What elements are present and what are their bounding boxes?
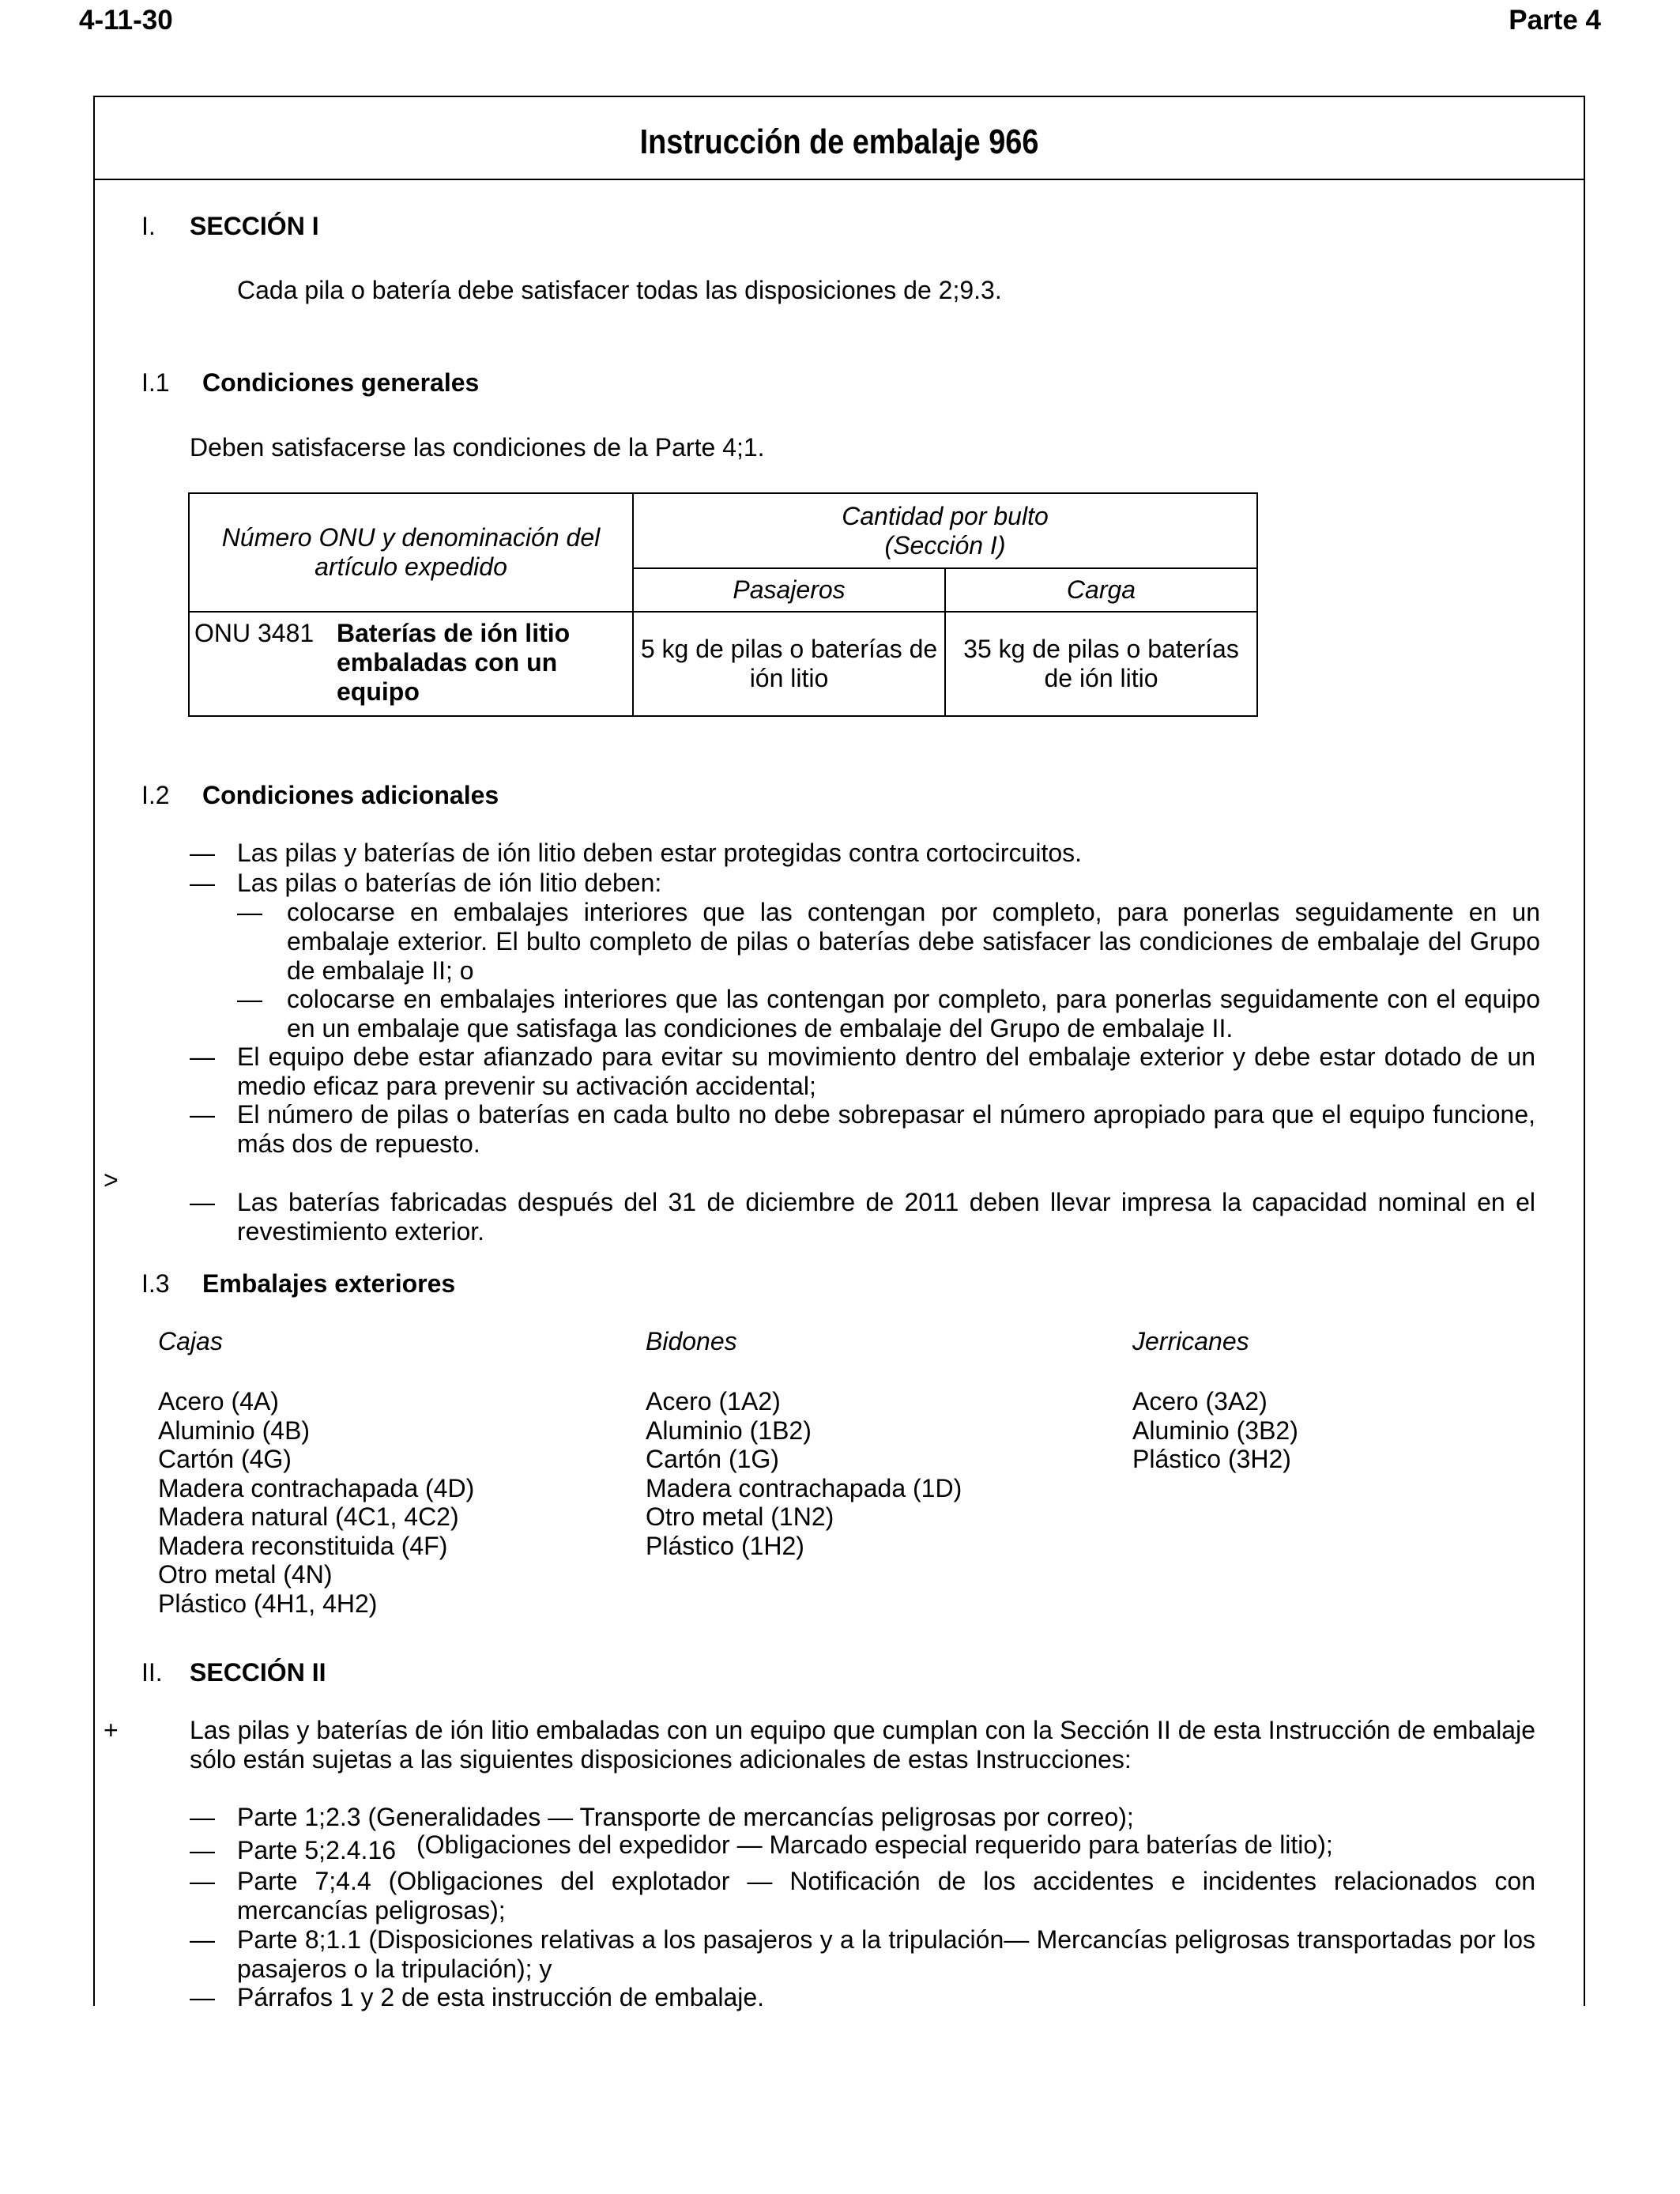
provision-2-text: (Obligaciones del expedidor — Marcado especial requerido para baterías de litio); [416,1830,1333,1859]
dash: — [190,1836,215,1864]
subsection-1-1-number: I.1 [141,368,170,397]
dash: — [190,869,215,897]
list-item: Madera contrachapada (4D) [158,1473,475,1502]
list-item: Otro metal (4N) [158,1560,333,1589]
onu-code: ONU 3481 [194,619,315,647]
revision-marker: > [104,1166,119,1194]
table-header-onu: Número ONU y denominación del artículo expedido [189,493,633,612]
condition-4: El número de pilas o baterías en cada bulto no debe sobrepasar el número apropiado para que el equipo funcione, más dos de repuesto. [237,1100,1535,1158]
table-cell-carga: 35 kg de pilas o baterías de ión litio [945,612,1257,716]
section-1-heading: SECCIÓN I [190,212,319,240]
bidones-list [646,1387,962,1560]
dash: — [190,1867,215,1895]
page-title: Instrucción de embalaje 966 [639,123,1039,161]
subsection-1-1-heading: Condiciones generales [202,368,480,397]
dash: — [190,1042,215,1071]
frame-right-rule [1584,180,1585,2006]
revision-marker: + [104,1716,119,1744]
provision-1: Parte 1;2.3 (Generalidades — Transporte de mercancías peligrosas por correo); [237,1803,1134,1831]
list-item: Cartón (1G) [646,1445,779,1473]
part-label: Parte 4 [1509,5,1601,36]
list-item: Cartón (4G) [158,1445,292,1473]
subsection-1-2-heading: Condiciones adicionales [202,781,499,809]
subsection-1-3-heading: Embalajes exteriores [202,1269,456,1298]
provision-2-ref: Parte 5;2.4.16 [237,1836,397,1864]
dash: — [190,1188,215,1216]
list-item: Plástico (4H1, 4H2) [158,1589,378,1618]
list-item: Madera natural (4C1, 4C2) [158,1502,459,1531]
list-item: Acero (1A2) [646,1387,781,1416]
table-header-pasajeros: Pasajeros [633,568,945,612]
table-header-carga: Carga [945,568,1257,612]
section-2-number: II. [141,1658,163,1687]
list-item: Acero (4A) [158,1387,279,1416]
list-item: Aluminio (1B2) [646,1416,812,1445]
cajas-list [158,1387,474,1618]
dash: — [190,1925,215,1954]
condition-3: El equipo debe estar afianzado para evitar su movimiento dentro del embalaje exterior y debe estar dotado de un medio eficaz para prevenir su activación accidental; [237,1042,1535,1100]
list-item: Madera contrachapada (1D) [646,1473,962,1502]
section-1-intro: Cada pila o batería debe satisfacer todas las disposiciones de 2;9.3. [237,276,1002,304]
condition-2b: colocarse en embalajes interiores que las contengan por completo, para ponerlas seguidamente con el equipo en un embalaje que satisfaga las condiciones de embalaje del Grupo de embalaje II. [287,985,1540,1042]
section-1-number: I. [141,212,156,240]
list-item: Plástico (1H2) [646,1531,804,1560]
onu-name: Baterías de ión litio embaladas con un equipo [337,619,571,706]
dash: — [190,839,215,867]
table-cell-pasajeros: 5 kg de pilas o baterías de ión litio [633,612,945,716]
list-item: Madera reconstituida (4F) [158,1531,448,1560]
list-item: Aluminio (3B2) [1132,1416,1298,1445]
section-2-heading: SECCIÓN II [190,1658,326,1687]
dash: — [190,1983,215,2011]
dash: — [237,985,262,1013]
table-header-quantity: Cantidad por bulto (Sección I) [633,493,1257,568]
list-item: Acero (3A2) [1132,1387,1268,1416]
dash: — [190,1803,215,1831]
page-number: 4-11-30 [79,5,173,36]
frame-left-rule [93,180,95,2006]
dash: — [190,1100,215,1129]
list-item: Plástico (3H2) [1132,1445,1291,1473]
quantity-table [188,492,1258,717]
condition-2a: colocarse en embalajes interiores que las contengan por completo, para ponerlas seguidamente en un embalaje exterior. El bulto completo de pilas o baterías debe satisfacer las condiciones de embalaje del Grupo de embalaje II; o [287,898,1540,985]
subsection-1-1-text: Deben satisfacerse las condiciones de la Parte 4;1. [190,433,765,462]
jerricanes-list [1132,1387,1298,1474]
dash: — [237,898,262,926]
section-2-intro: Las pilas y baterías de ión litio embaladas con un equipo que cumplan con la Sección II de esta Instrucción de embalaje sólo están sujetas a las siguientes disposiciones adicionales de estas Instrucciones: [190,1716,1535,1774]
subsection-1-3-number: I.3 [141,1269,170,1298]
bidones-heading: Bidones [646,1327,737,1355]
subsection-1-2-number: I.2 [141,781,170,809]
condition-5: Las baterías fabricadas después del 31 de diciembre de 2011 deben llevar impresa la capacidad nominal en el revestimiento exterior. [237,1188,1535,1246]
provision-4: Parte 8;1.1 (Disposiciones relativas a los pasajeros y a la tripulación— Mercancías peligrosas transportadas por los pasajeros o la tripulación); y [237,1925,1535,1983]
provision-5: Párrafos 1 y 2 de esta instrucción de embalaje. [237,1983,765,2011]
condition-1: Las pilas y baterías de ión litio deben estar protegidas contra cortocircuitos. [237,839,1083,867]
provision-3: Parte 7;4.4 (Obligaciones del explotador — Notificación de los accidentes e incidentes relacionados con mercancías peligrosas); [237,1867,1535,1924]
table-cell-onu [189,612,633,716]
cajas-heading: Cajas [158,1327,223,1355]
list-item: Aluminio (4B) [158,1416,311,1445]
jerricanes-heading: Jerricanes [1132,1327,1249,1355]
condition-2: Las pilas o baterías de ión litio deben: [237,869,662,897]
list-item: Otro metal (1N2) [646,1502,834,1531]
